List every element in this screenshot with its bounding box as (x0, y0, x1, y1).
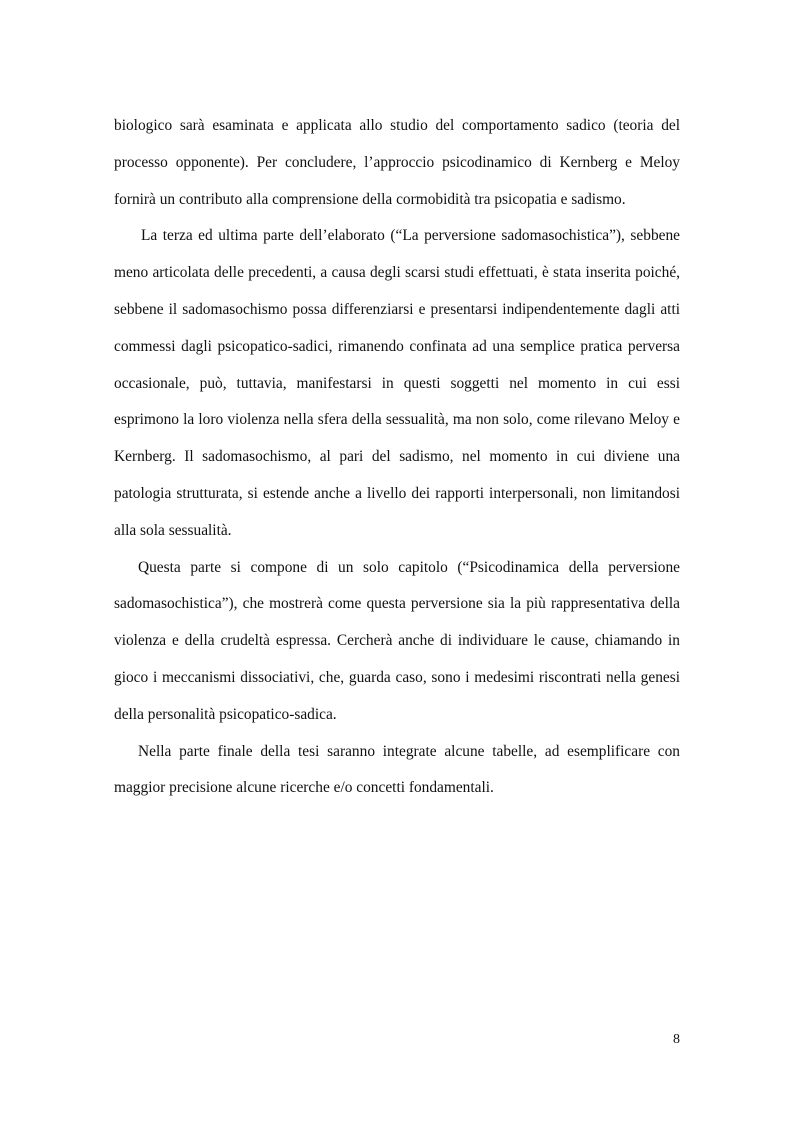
paragraph-1: biologico sarà esaminata e applicata allo studio del comportamento sadico (teoria del processo opponente). Per concludere, l’approccio psicodinamico di Kernberg e Meloy fornirà un contributo alla comprensione della cormobidità tra psicopatia e sadismo. (114, 117, 680, 208)
paragraph-3: Questa parte si compone di un solo capitolo (“Psicodinamica della perversione sadomasochistica”), che mostrerà come questa perversione sia la più rappresentativa della violenza e della crudeltà espressa. Cercherà anche di individuare le cause, chiamando in gioco i meccanismi dissociativi, che, guarda caso, sono i medesimi riscontrati nella genesi della personalità psicopatico-sadica. (114, 558, 680, 723)
page-number: 8 (673, 1032, 680, 1047)
body-text (114, 108, 680, 807)
paragraph-2: La terza ed ultima parte dell’elaborato (“La perversione sadomasochistica”), sebbene meno articolata delle precedenti, a causa degli scarsi studi effettuati, è stata inserita poiché, sebbene il sadomasochismo possa differenziarsi e presentarsi indipendentemente dagli atti commessi dagli psicopatico-sadici, rimanendo confinata ad una semplice pratica perversa occasionale, può, tuttavia, manifestarsi in questi soggetti nel momento in cui essi esprimono la loro violenza nella sfera della sessualità, ma non solo, come rilevano Meloy e Kernberg. Il sadomasochismo, al pari del sadismo, nel momento in cui diviene una patologia strutturata, si estende anche a livello dei rapporti interpersonali, non limitandosi alla sola sessualità. (114, 227, 680, 539)
paragraph-4: Nella parte finale della tesi saranno integrate alcune tabelle, ad esemplificare con maggior precisione alcune ricerche e/o concetti fondamentali. (114, 742, 680, 797)
